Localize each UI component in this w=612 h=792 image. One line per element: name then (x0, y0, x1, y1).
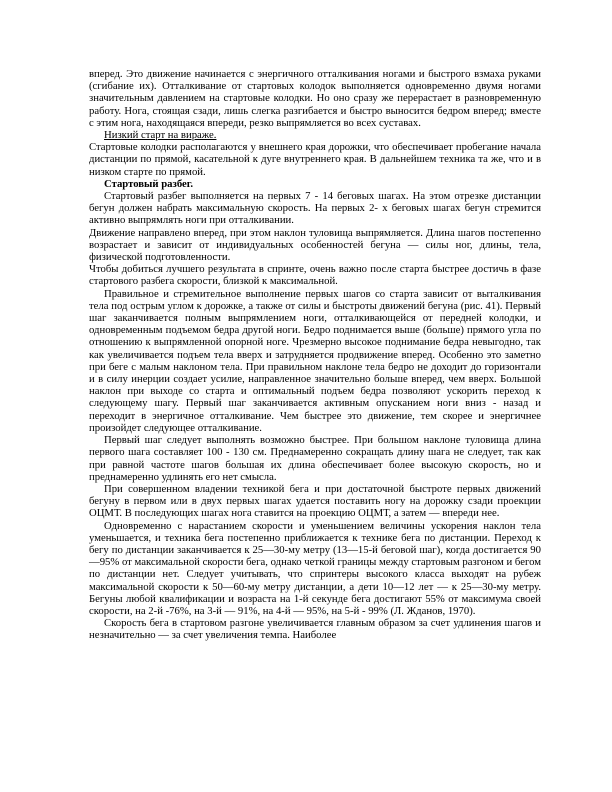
paragraph-sprint-result: Чтобы добиться лучшего результата в спринте, очень важно после старта быстрее достичь в фазе стартового разбега скорости, близкой к максимальной. (89, 263, 541, 288)
paragraph-speed-increase: Одновременно с нарастанием скорости и уменьшением величины ускорения наклон тела уменьшается, и техника бега постепенно приближается к технике бега по дистанции. Переход к бегу по дистанции заканчивается к 25—30-му метру (13—15-й беговой шаг), когда достигается 90—95% от максимальной скорости бега, однако четкой границы между стартовым разгоном и бегом по дистанции нет. Следует учитывать, что спринтеры высокого класса выходят на рубеж максимальной скорости к 50—60-му метру дистанции, а дети 10—12 лет — к 25—30-му метру. Бегуны любой квалификации и возраста на 1-й секунде бега достигают 55% от максимума своей скорости, на 2-й -76%, на 3-й — 91%, на 4-й — 95%, на 5-й - 99% (Л. Жданов, 1970). (89, 519, 541, 617)
paragraph-starting-blocks-on-bend: Стартовые колодки располагаются у внешнего края дорожки, что обеспечивает пробегание начала дистанции по прямой, касательной к дуге внутреннего края. В дальнейшем техника та же, что и в низком старте по прямой. (89, 141, 541, 178)
paragraph-first-steps-technique: Правильное и стремительное выполнение первых шагов со старта зависит от выталкивания тела под острым углом к дорожке, а также от силы и быстроты движений бегуна (рис. 41). Первый шаг заканчивается полным выпрямлением ноги, отталкивающейся от передней колодки, и одновременным подъемом бедра другой ноги. Бедро поднимается выше (больше) прямого угла по отношению к выпрямленной опорной ноге. Чрезмерно высокое поднимание бедра невыгодно, так как увеличивается подъем тела вверх и затрудняется продвижение вперед. Особенно это заметно при беге с малым наклоном тела. При правильном наклоне тела бедро не доходит до горизонтали и в силу инерции создает усилие, направленное значительно больше вперед, чем вверх. Большой наклон при выходе со старта и оптимальный подъем бедра позволяют ускорить переход к следующему шагу. Первый шаг заканчивается активным опусканием ноги вниз - назад и переходит в энергичное отталкивание. Чем быстрее это движение, тем скорее и энергичнее произойдет следующее отталкивание. (89, 287, 541, 434)
paragraph-start-acceleration-motion: вперед. Это движение начинается с энергичного отталкивания ногами и быстрого взмаха руками (сгибание их). Отталкивание от стартовых колодок выполняется одновременно двумя ногами значительным давлением на стартовые колодки. Но оно сразу же перерастает в разновременную работу. Нога, стоящая сзади, лишь слегка разгибается и быстро выносится бедром вперед; вместе с этим нога, находящаяся впереди, резко выпрямляется во всех суставах. (89, 68, 541, 129)
heading-start-run: Стартовый разбег. (104, 177, 194, 190)
paragraph-start-run-length: Стартовый разбег выполняется на первых 7 - 14 беговых шагах. На этом отрезке дистанции бегун должен набрать максимальную скорость. На первых 2- х беговых шагах бегун стремится активно выпрямлять ноги при отталкивании. (89, 190, 541, 227)
paragraph-ocmt-projection: При совершенном владении техникой бега и при достаточной быстроте первых движений бегуну в первом или в двух первых шагах удается поставить ногу на дорожку сзади проекции ОЦМТ. В последующих шагах нога ставится на проекцию ОЦМТ, а затем — впереди нее. (89, 482, 541, 520)
paragraph-speed-by-step-length: Скорость бега в стартовом разгоне увеличивается главным образом за счет удлинения шагов и незначительно — за счет увеличения темпа. Наиболее (89, 617, 541, 642)
heading-low-start-on-bend: Низкий старт на вираже. (104, 129, 217, 142)
paragraph-movement-direction: Движение направлено вперед, при этом наклон туловища выпрямляется. Длина шагов постепенно возрастает и зависит от индивидуальных особенностей бегуна — силы ног, длины, тела, физической подготовленности. (89, 226, 541, 264)
document-body (89, 68, 541, 642)
paragraph-first-step-length: Первый шаг следует выполнять возможно быстрее. При большом наклоне туловища длина первого шага составляет 100 - 130 см. Преднамеренно сокращать длину шага не следует, так как при равной частоте шагов большая их длина обеспечивает более высокую скорость, но и преднамеренно удлинять его нет смысла. (89, 434, 541, 483)
